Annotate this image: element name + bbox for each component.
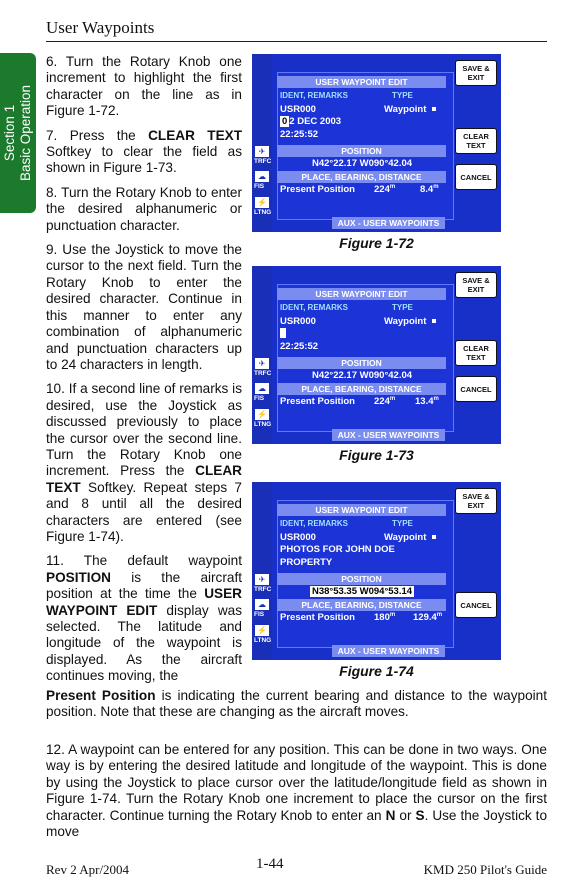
footer-title: KMD 250 Pilot's Guide [423,862,547,877]
text-cursor [280,328,286,338]
traffic-icon: ✈ [255,574,269,585]
ident-field[interactable]: USR000 [280,104,316,115]
figure-1-72-caption: Figure 1-72 [339,235,414,251]
clear-text-button[interactable]: CLEAR TEXT [455,340,497,366]
edit-title: USER WAYPOINT EDIT [277,76,446,88]
header-rule [46,41,547,42]
remark-line-1[interactable] [280,328,286,339]
page-number: 1-44 [256,856,284,872]
ident-field[interactable]: USR000 [280,316,316,327]
step-11: 11. The default waypoint POSITION is the aircraft position at the time the USER WAYPOINT EDIT display was selected. The latitude and longitude of the waypoint is displayed. As the aircraft continues moving, the [46,553,242,684]
remark-line-2[interactable]: PROPERTY [280,557,333,568]
figure-1-74-caption: Figure 1-74 [339,663,414,679]
lightning-icon: ⚡ [255,197,269,208]
position-field[interactable]: N42°22.17 W090°42.04 [312,158,413,169]
fis-icon: ☁ [255,599,269,610]
save-exit-button[interactable]: SAVE & EXIT [455,60,497,86]
remark-line-1[interactable]: 0 2 DEC 2003 [282,116,342,127]
traffic-icon: ✈ [255,146,269,157]
section-tab-line1: Section 1 [2,104,17,162]
fis-icon: ☁ [255,383,269,394]
position-field[interactable]: N38°53.35 W094°53.14 [312,586,413,597]
cancel-button[interactable]: CANCEL [455,592,497,618]
type-field[interactable]: Waypoint [384,532,436,543]
step-8: 8. Turn the Rotary Knob to enter the desired alphanumeric or punctuation character. [46,184,242,233]
remark-line-2[interactable]: 22:25:52 [280,341,319,352]
cancel-button[interactable]: CANCEL [455,376,497,402]
position-field[interactable]: N42°22.17 W090°42.04 [312,370,413,381]
figure-1-73-screen: ✈ TRFC ☁ FIS ⚡ LTNG USER WAYPOINT EDIT IDENT, REMARKS TYPE USR000 Waypoint 22:25:52 POSITION N42°22.17 W090°42.04 PLACE, BEARING, DISTANCE Present Position 224$^m$ 13.4$^m$ AUX - USER WAYPOINTS SAVE & EXIT CLEAR TEXT CANCEL [252,266,501,444]
page-header: User Waypoints [46,18,155,37]
step-9: 9. Use the Joystick to move the cursor to the next field. Turn the Rotary Knob to enter the desired character. Continue in this manner to enter any combination of alphanumeric and punctuation characters up to 24 characters in length. [46,242,242,372]
clear-text-button[interactable]: CLEAR TEXT [455,128,497,154]
lightning-icon: ⚡ [255,409,269,420]
remark-line-2[interactable]: 22:25:52 [280,129,319,140]
step-6: 6. Turn the Rotary Knob one increment to highlight the first character on the line as in Figure 1-72. [46,54,242,119]
traffic-icon: ✈ [255,358,269,369]
section-tab [0,53,36,213]
save-exit-button[interactable]: SAVE & EXIT [455,488,497,514]
remark-line-1[interactable]: PHOTOS FOR JOHN DOE [280,544,395,555]
figure-1-74-screen: ✈ TRFC ☁ FIS ⚡ LTNG USER WAYPOINT EDIT IDENT, REMARKS TYPE USR000 Waypoint PHOTOS FOR JOHN DOE PROPERTY POSITION N38°53.35 W094°53.14 PLACE, BEARING, DISTANCE Present Position 180$^m$ 129.4$^m$ AUX - USER WAYPOINTS SAVE & EXIT CANCEL [252,482,501,660]
step-7: 7. Press the CLEAR TEXT Softkey to clear the field as shown in Figure 1-73. [46,127,243,176]
step-12: 12. A waypoint can be entered for any position. This can be done in two ways. One way is by entering the desired latitude and longitude of the waypoint. This is done by using the Joystick to place cursor over the latitude/longitude field as shown in Figure 1-74. Turn the Rotary Knob one increment to place the cursor on the first character. Continue turning the Rotary Knob to enter an N or S. Use the Joystick to move [46,742,548,840]
ident-field[interactable]: USR000 [280,532,316,543]
left-column [46,54,242,685]
step-11-continued: Present Position is indicating the current bearing and distance to the waypoint position. Note that these are changing as the aircraft moves. [46,688,548,720]
section-tab-line2: Basic Operation [18,84,33,182]
figure-1-73-caption: Figure 1-73 [339,447,414,463]
figure-1-72-screen: ✈ TRFC ☁ FIS ⚡ LTNG USER WAYPOINT EDIT IDENT, REMARKS TYPE USR000 Waypoint 0 2 DEC 2003 22:25:52 POSITION N42°22.17 W090°42.04 PLACE, BEARING, DISTANCE Present Position 224$^m$ 8.4$^m$ AUX - USER WAYPOINTS SAVE & EXIT CLEAR TEXT CANCEL [252,54,501,232]
step-10: 10. If a second line of remarks is desired, use the Joystick as discussed previously to place the cursor over the second line. Turn the Rotary Knob one increment. Press the CLEAR TEXT Softkey. Repeat steps 7 and 8 until all the desired characters are entered (see Figure 1-74). [46,381,242,544]
cancel-button[interactable]: CANCEL [455,164,497,190]
lightning-icon: ⚡ [255,625,269,636]
fis-icon: ☁ [255,171,269,182]
save-exit-button[interactable]: SAVE & EXIT [455,272,497,298]
type-field[interactable]: Waypoint [384,316,436,327]
type-field[interactable]: Waypoint [384,104,436,115]
footer-revision: Rev 2 Apr/2004 [46,862,130,877]
